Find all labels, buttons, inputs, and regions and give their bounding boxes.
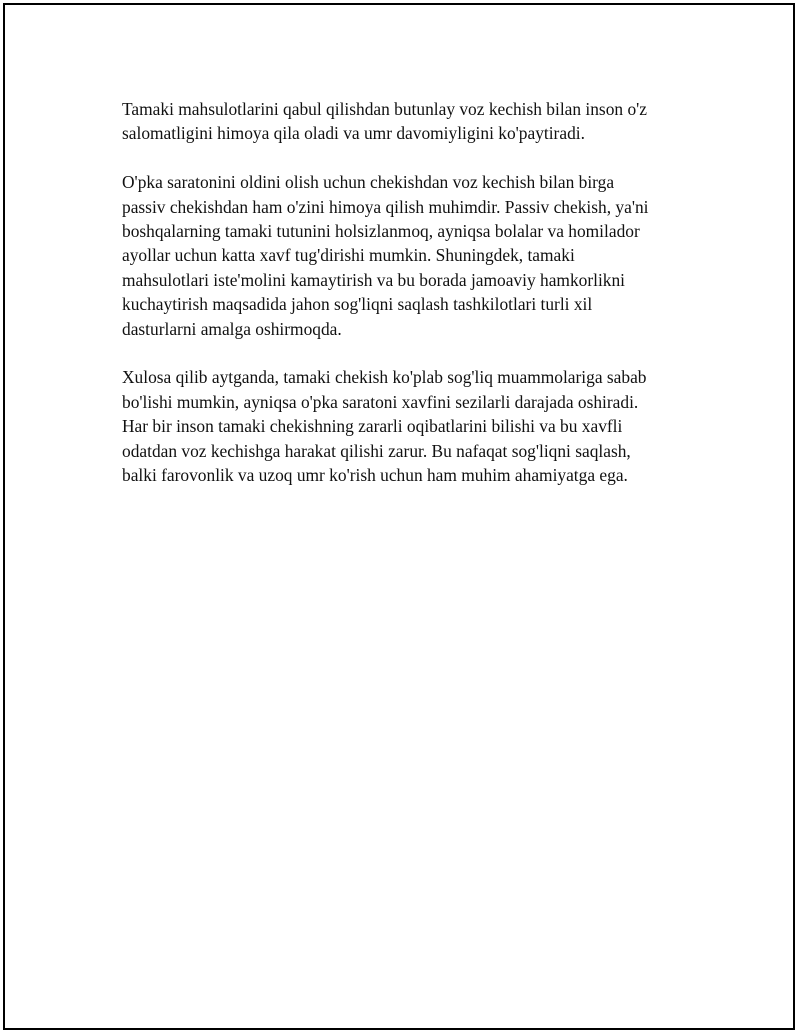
paragraph-line: O'pka saratonini oldini olish uchun chekishdan voz kechish bilan birga: [122, 172, 615, 193]
paragraph-line: bo'lishi mumkin, ayniqsa o'pka saratoni xavfini sezilarli darajada oshiradi.: [122, 391, 639, 412]
paragraph-line: Har bir inson tamaki chekishning zararli oqibatlarini bilishi va bu xavfli: [122, 416, 623, 437]
paragraph-line: dasturlarni amalga oshirmoqda.: [122, 318, 342, 339]
paragraph-line: mahsulotlari iste'molini kamaytirish va bu borada jamoaviy hamkorlikni: [122, 269, 626, 290]
page-frame: [3, 3, 795, 1030]
paragraph-line: Tamaki mahsulotlarini qabul qilishdan butunlay voz kechish bilan inson o'z: [122, 99, 647, 119]
paragraph-line: salomatligini himoya qila oladi va umr davomiyligini ko'paytiradi.: [122, 123, 585, 144]
paragraph-line: Xulosa qilib aytganda, tamaki chekish ko'plab sog'liq muammolariga sabab: [122, 367, 647, 388]
paragraph-line: odatdan voz kechishga harakat qilishi zarur. Bu nafaqat sog'liqni saqlash,: [122, 440, 631, 461]
paragraph-line: balki farovonlik va uzoq umr ko'rish uchun ham muhim ahamiyatga ega.: [122, 465, 628, 486]
paragraph-2: [122, 170, 697, 341]
document-body: [122, 97, 697, 512]
paragraph-3: [122, 365, 697, 487]
paragraph-line: kuchaytirish maqsadida jahon sog'liqni saqlash tashkilotlari turli xil: [122, 294, 593, 315]
paragraph-line: ayollar uchun katta xavf tug'dirishi mumkin. Shuningdek, tamaki: [122, 245, 575, 266]
paragraph-1: [122, 97, 697, 146]
paragraph-line: boshqalarning tamaki tutunini holsizlanmoq, ayniqsa bolalar va homilador: [122, 221, 640, 242]
paragraph-line: passiv chekishdan ham o'zini himoya qilish muhimdir. Passiv chekish, ya'ni: [122, 196, 649, 217]
